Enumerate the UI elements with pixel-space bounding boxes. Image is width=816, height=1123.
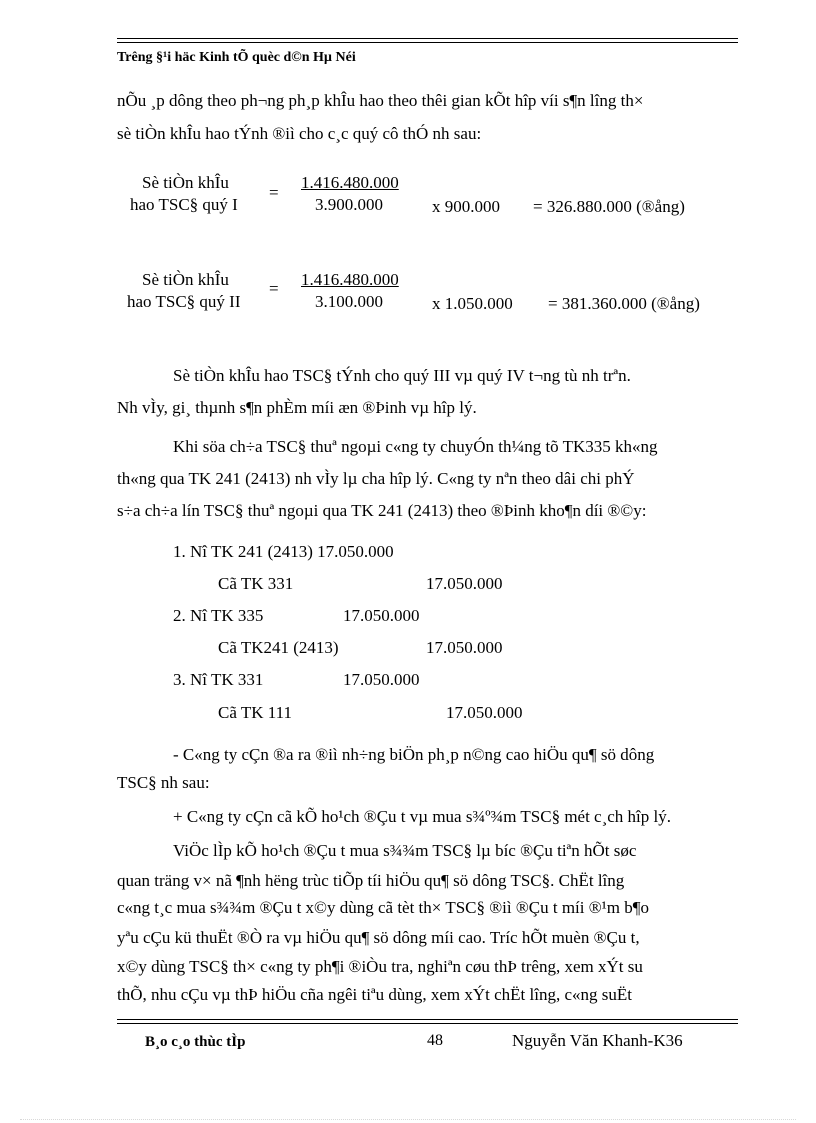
entry-3-debit-amount: 17.050.000 bbox=[343, 670, 420, 689]
para5-line-1: ViÖc lÌp kÕ ho¹ch ®Çu t mua s¾¾m TSC§ lµ bíc ®Çu tiªn hÕt søc bbox=[173, 841, 637, 860]
formula1-result: = 326.880.000 (®ång) bbox=[533, 197, 685, 216]
para5-line-2: quan träng v× nã ¶nh hëng trùc tiÕp tíi hiÖu qu¶ sö dông TSC§. ChËt lîng bbox=[117, 871, 625, 890]
header-title: Trêng §¹i häc Kinh tÕ quèc d©n Hµ Néi bbox=[117, 50, 356, 65]
formula1-numerator: 1.416.480.000 bbox=[301, 173, 399, 192]
formula1-label-line1: Sè tiÒn khÎu bbox=[142, 173, 229, 192]
footer-author: Nguyễn Văn Khanh-K36 bbox=[512, 1031, 683, 1050]
para2-line-3: s÷a ch÷a lín TSC§ thuª ngoµi qua TK 241 (2413) theo ®Þinh kho¶n díi ®©y: bbox=[117, 501, 647, 520]
formula2-label-line2: hao TSC§ quý II bbox=[127, 292, 241, 311]
footer-rule-top bbox=[117, 1019, 738, 1020]
intro-line-1: nÕu ¸p dông theo ph¬ng ph¸p khÎu hao theo thêi gian kÕt hîp víi s¶n lîng th× bbox=[117, 91, 644, 110]
entry-1-credit-account: Cã TK 331 bbox=[218, 574, 294, 593]
formula2-multiplier: x 1.050.000 bbox=[432, 294, 513, 313]
page-number: 48 bbox=[427, 1032, 443, 1049]
entry-2-credit-account: Cã TK241 (2413) bbox=[218, 638, 339, 657]
footer-report-label: B¸o c¸o thùc tÌp bbox=[145, 1034, 246, 1050]
para5-line-6: thÕ, nhu cÇu vµ thÞ hiÖu cña ngêi tiªu dùng, xem xÝt chËt lîng, c«ng suËt bbox=[117, 985, 632, 1004]
entry-3-debit-account: 3. Nî TK 331 bbox=[173, 670, 264, 689]
formula2-label-line1: Sè tiÒn khÎu bbox=[142, 270, 229, 289]
entry-1-credit-amount: 17.050.000 bbox=[426, 574, 503, 593]
header-rule-bottom bbox=[117, 42, 738, 43]
formula2-numerator: 1.416.480.000 bbox=[301, 270, 399, 289]
para4-line: + C«ng ty cÇn cã kÕ ho¹ch ®Çu t vµ mua s¾º¾m TSC§ mét c¸ch hîp lý. bbox=[173, 807, 672, 826]
para5-line-3: c«ng t¸c mua s¾¾m ®Çu t x©y dùng cã tèt th× TSC§ ®iì ®Çu t míi ®¹m b¶o bbox=[117, 898, 649, 917]
formula1-multiplier: x 900.000 bbox=[432, 197, 500, 216]
para5-line-5: x©y dùng TSC§ th× c«ng ty ph¶i ®iÒu tra, nghiªn cøu thÞ trêng, xem xÝt su bbox=[117, 957, 643, 976]
para1-line-2: Nh vÌy, gi¸ thµnh s¶n phÈm míi æn ®Þinh vµ hîp lý. bbox=[117, 398, 477, 417]
entry-2-debit-account: 2. Nî TK 335 bbox=[173, 606, 264, 625]
header-rule-top bbox=[117, 38, 738, 39]
entry-2-debit-amount: 17.050.000 bbox=[343, 606, 420, 625]
entry-3-credit-amount: 17.050.000 bbox=[446, 703, 523, 722]
para3-line-1: - C«ng ty cÇn ®a ra ®iì nh÷ng biÖn ph¸p n©ng cao hiÖu qu¶ sö dông bbox=[173, 745, 655, 764]
formula2-denominator: 3.100.000 bbox=[315, 292, 383, 311]
entry-2-credit-amount: 17.050.000 bbox=[426, 638, 503, 657]
entry-3-credit-account: Cã TK 111 bbox=[218, 703, 292, 722]
formula2-result: = 381.360.000 (®ång) bbox=[548, 294, 700, 313]
footer-rule-bottom bbox=[117, 1023, 738, 1024]
para5-line-4: yªu cÇu kü thuËt ®Ò ra vµ hiÖu qu¶ sö dông míi cao. Tríc hÕt muèn ®Çu t, bbox=[117, 928, 640, 947]
formula1-denominator: 3.900.000 bbox=[315, 195, 383, 214]
para2-line-2: th«ng qua TK 241 (2413) nh vÌy lµ cha hîp lý. C«ng ty nªn theo dâi chi phÝ bbox=[117, 469, 635, 488]
para1-line-1: Sè tiÒn khÎu hao TSC§ tÝnh cho quý III vµ quý IV t¬ng tù nh trªn. bbox=[173, 366, 631, 385]
para3-line-2: TSC§ nh sau: bbox=[117, 773, 210, 792]
formula1-equals: = bbox=[269, 183, 279, 202]
formula2-equals: = bbox=[269, 279, 279, 298]
intro-line-2: sè tiÒn khÎu hao tÝnh ®iì cho c¸c quý cô thÓ nh sau: bbox=[117, 124, 482, 143]
page-bottom-dotted-line bbox=[20, 1119, 796, 1120]
formula1-label-line2: hao TSC§ quý I bbox=[130, 195, 238, 214]
para2-line-1: Khi söa ch÷a TSC§ thuª ngoµi c«ng ty chuyÓn th¼ng tõ TK335 kh«ng bbox=[173, 437, 658, 456]
entry-1-debit: 1. Nî TK 241 (2413) 17.050.000 bbox=[173, 542, 394, 561]
